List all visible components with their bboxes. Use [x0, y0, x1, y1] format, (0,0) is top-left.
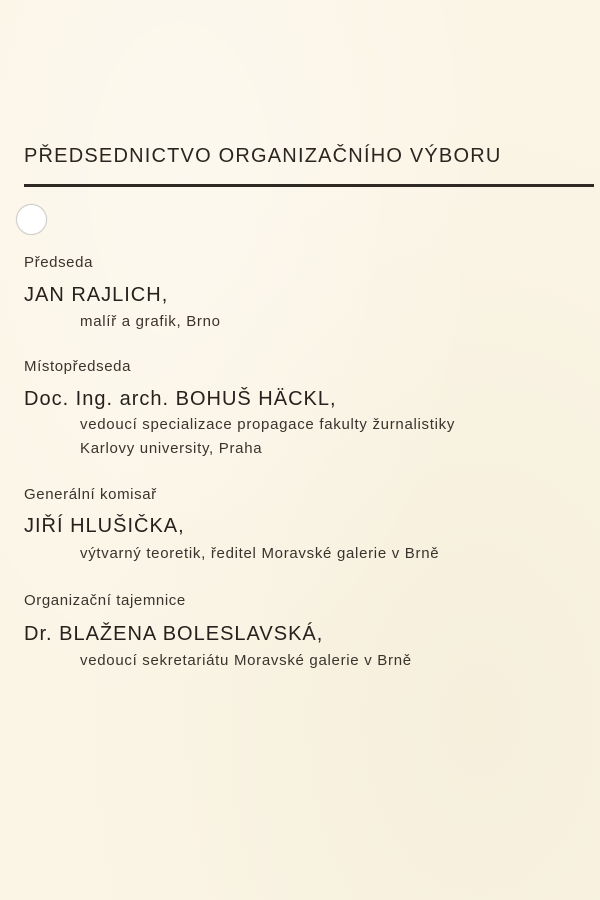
role-vice-chairman: Místopředseda [24, 358, 132, 375]
heading-rule [24, 184, 594, 187]
name-organizational-secretary: Dr. BLAŽENA BOLESLAVSKÁ, [24, 623, 324, 645]
role-chairman: Předseda [24, 254, 94, 271]
name-vice-chairman: Doc. Ing. arch. BOHUŠ HÄCKL, [24, 388, 337, 410]
page-heading: PŘEDSEDNICTVO ORGANIZAČNÍHO VÝBORU [24, 145, 502, 167]
description-vice-chairman-line-2: Karlovy university, Praha [80, 440, 263, 457]
description-chairman-line-1: malíř a grafik, Brno [80, 313, 221, 330]
punch-hole [16, 204, 47, 235]
name-chairman: JAN RAJLICH, [24, 284, 169, 306]
role-general-commissioner: Generální komisař [24, 486, 157, 503]
name-general-commissioner: JIŘÍ HLUŠIČKA, [24, 515, 185, 537]
description-vice-chairman-line-1: vedoucí specializace propagace fakulty žurnalistiky [80, 416, 456, 433]
role-organizational-secretary: Organizační tajemnice [24, 592, 186, 609]
description-general-commissioner-line-1: výtvarný teoretik, ředitel Moravské galerie v Brně [80, 545, 440, 562]
description-organizational-secretary-line-1: vedoucí sekretariátu Moravské galerie v Brně [80, 652, 412, 669]
